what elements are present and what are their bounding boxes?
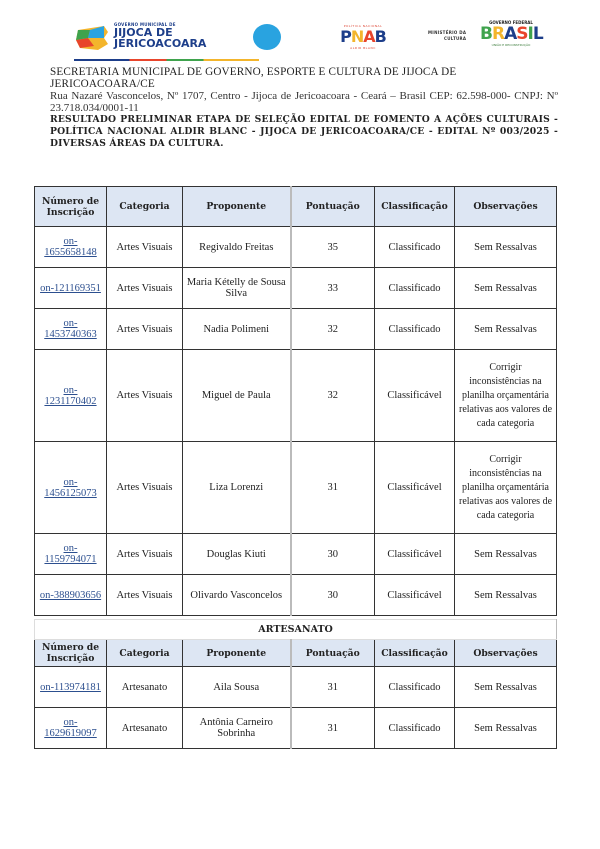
proponente-cell: Aila Sousa xyxy=(183,667,291,708)
pnab-bottom-text: ALDIR BLANC xyxy=(350,46,376,50)
table-header-row xyxy=(35,640,557,667)
categoria-cell: Artes Visuais xyxy=(107,268,183,309)
col-header-classificacao: Classificação xyxy=(375,187,455,227)
categoria-cell: Artes Visuais xyxy=(107,442,183,534)
pnab-wordmark: PNAB xyxy=(340,27,386,46)
classificacao-cell: Classificável xyxy=(375,534,455,575)
ministerio-cultura-logo xyxy=(428,30,466,42)
proponente-cell: Antônia Carneiro Sobrinha xyxy=(183,708,291,749)
table-row xyxy=(35,442,557,534)
table-row xyxy=(35,708,557,749)
brasil-top-text: GOVERNO FEDERAL xyxy=(489,20,533,25)
classificacao-cell: Classificado xyxy=(375,667,455,708)
col-header-pontuacao: Pontuação xyxy=(291,640,375,667)
observacoes-cell: Sem Ressalvas xyxy=(455,575,557,616)
inscricao-link[interactable]: on-1159794071 xyxy=(44,543,97,565)
pontuacao-cell: 32 xyxy=(291,350,375,442)
pontuacao-cell: 30 xyxy=(291,534,375,575)
inscricao-link[interactable]: on-1453740363 xyxy=(44,318,97,340)
proponente-cell: Douglas Kiuti xyxy=(183,534,291,575)
classificacao-cell: Classificável xyxy=(375,442,455,534)
inscricao-link[interactable]: on-121169351 xyxy=(40,282,101,294)
inscricao-link[interactable]: on-1456125073 xyxy=(44,476,97,499)
categoria-cell: Artesanato xyxy=(107,667,183,708)
observacoes-cell: Sem Ressalvas xyxy=(455,268,557,309)
brasil-wordmark: BRASIL xyxy=(480,24,543,44)
result-title: RESULTADO PRELIMINAR ETAPA DE SELEÇÃO EDITAL DE FOMENTO A AÇÕES CULTURAIS - POLÍTICA NACIONAL ALDIR BLANC - JIJOCA DE JERICOACOARA/CE - EDITAL Nº 003/2025 - DIVERSAS ÁREAS DA CULTURA. xyxy=(50,114,558,149)
section-title-artesanato: ARTESANATO xyxy=(35,620,557,640)
artesanato-table xyxy=(34,619,557,749)
col-header-categoria: Categoria xyxy=(107,640,183,667)
table-row xyxy=(35,350,557,442)
culture-badge-icon xyxy=(253,24,281,50)
col-header-proponente: Proponente xyxy=(183,640,291,667)
col-header-categoria: Categoria xyxy=(107,187,183,227)
proponente-cell: Liza Lorenzi xyxy=(183,442,291,534)
observacoes-cell: Sem Ressalvas xyxy=(455,309,557,350)
col-header-observacoes: Observações xyxy=(455,640,557,667)
categoria-cell: Artes Visuais xyxy=(107,309,183,350)
inscricao-link[interactable]: on-1231170402 xyxy=(44,384,97,407)
col-header-classificacao: Classificação xyxy=(375,640,455,667)
proponente-cell: Nadia Polimeni xyxy=(183,309,291,350)
table-row xyxy=(35,309,557,350)
jijoca-logo xyxy=(74,22,234,56)
classificacao-cell: Classificado xyxy=(375,268,455,309)
observacoes-cell: Corrigir inconsistências na planilha orçamentária relativas aos valores de cada categoria xyxy=(455,442,557,534)
jijoca-color-stripe xyxy=(74,59,259,61)
pontuacao-cell: 31 xyxy=(291,442,375,534)
section-title-row xyxy=(35,620,557,640)
proponente-cell: Miguel de Paula xyxy=(183,350,291,442)
pnab-top-text: POLÍTICA NACIONAL xyxy=(343,24,383,28)
classificacao-cell: Classificado xyxy=(375,708,455,749)
table-row xyxy=(35,667,557,708)
jijoca-emblem-icon xyxy=(74,24,110,52)
jijoca-logo-line2: JERICOACOARA xyxy=(114,37,207,50)
pontuacao-cell: 31 xyxy=(291,708,375,749)
table-row xyxy=(35,534,557,575)
observacoes-cell: Sem Ressalvas xyxy=(455,708,557,749)
classificacao-cell: Classificado xyxy=(375,227,455,268)
observacoes-cell: Sem Ressalvas xyxy=(455,667,557,708)
secretaria-title: SECRETARIA MUNICIPAL DE GOVERNO, ESPORTE E CULTURA DE JIJOCA DE JERICOACOARA/CE xyxy=(50,66,457,90)
categoria-cell: Artes Visuais xyxy=(107,350,183,442)
pontuacao-cell: 32 xyxy=(291,309,375,350)
observacoes-cell: Corrigir inconsistências na planilha orçamentária relativas aos valores de cada categoria xyxy=(455,350,557,442)
proponente-cell: Regivaldo Freitas xyxy=(183,227,291,268)
governo-federal-logo xyxy=(480,20,542,54)
pontuacao-cell: 33 xyxy=(291,268,375,309)
inscricao-link[interactable]: on-1655658148 xyxy=(44,236,97,258)
pontuacao-cell: 30 xyxy=(291,575,375,616)
observacoes-cell: Sem Ressalvas xyxy=(455,227,557,268)
proponente-cell: Maria Kételly de Sousa Silva xyxy=(183,268,291,309)
col-header-inscricao: Número de Inscrição xyxy=(35,640,107,667)
categoria-cell: Artes Visuais xyxy=(107,575,183,616)
categoria-cell: Artesanato xyxy=(107,708,183,749)
col-header-inscricao: Número de Inscrição xyxy=(35,187,107,227)
classificacao-cell: Classificável xyxy=(375,575,455,616)
col-header-pontuacao: Pontuação xyxy=(291,187,375,227)
inscricao-link[interactable]: on-1629619097 xyxy=(44,717,97,739)
header-logos xyxy=(70,18,550,58)
inscricao-link[interactable]: on-113974181 xyxy=(40,681,101,693)
pontuacao-cell: 31 xyxy=(291,667,375,708)
document-header xyxy=(50,66,558,150)
pnab-logo xyxy=(333,24,393,54)
jijoca-logo-subtitle: GOVERNO MUNICIPAL DE xyxy=(114,22,176,27)
address-text: Rua Nazaré Vasconcelos, Nº 1707, Centro - Jijoca de Jericoacoara - Ceará – Brasil CEP: 62.598-000- CNPJ: Nº 23.718.034/0001-11 xyxy=(50,90,558,114)
proponente-cell: Olivardo Vasconcelos xyxy=(183,575,291,616)
inscricao-link[interactable]: on-388903656 xyxy=(39,589,102,601)
pontuacao-cell: 35 xyxy=(291,227,375,268)
col-header-observacoes: Observações xyxy=(455,187,557,227)
categoria-cell: Artes Visuais xyxy=(107,534,183,575)
classificacao-cell: Classificável xyxy=(375,350,455,442)
table-row xyxy=(35,268,557,309)
jijoca-logo-line1: JIJOCA DE xyxy=(114,26,173,39)
observacoes-cell: Sem Ressalvas xyxy=(455,534,557,575)
col-header-proponente: Proponente xyxy=(183,187,291,227)
minc-line2: CULTURA xyxy=(444,36,467,41)
brasil-tagline: UNIÃO E RECONSTRUÇÃO xyxy=(491,43,531,47)
categoria-cell: Artes Visuais xyxy=(107,227,183,268)
table-header-row xyxy=(35,187,557,227)
minc-line1: MINISTÉRIO DA xyxy=(428,30,467,35)
artes-visuais-table xyxy=(34,186,557,616)
table-row xyxy=(35,575,557,616)
classificacao-cell: Classificado xyxy=(375,309,455,350)
table-row xyxy=(35,227,557,268)
